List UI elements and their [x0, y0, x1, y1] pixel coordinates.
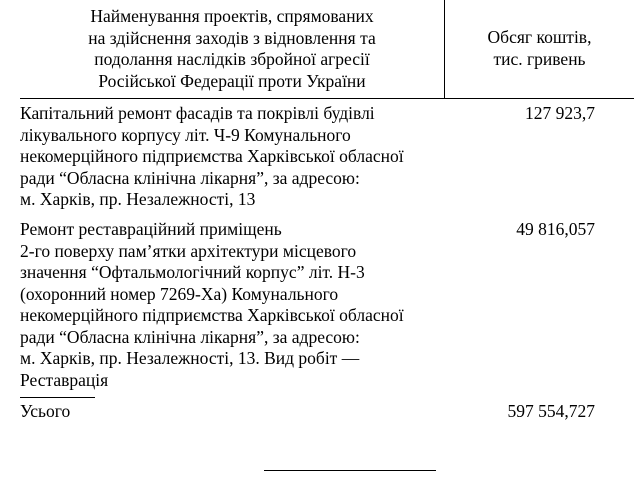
header-amount-line: Обсяг коштів, [487, 27, 592, 47]
project-name-line: ради “Обласна клінічна лікарня”, за адресою: [20, 167, 360, 188]
header-name-line: Російської Федерації проти України [98, 70, 366, 91]
header-amount-line: тис. гривень [493, 48, 586, 69]
project-amount-1: 127 923,7 [525, 103, 595, 123]
project-name-line: Реставрація [20, 369, 109, 390]
project-name-line: 2-го поверху пам’ятки архітектури місцевого [20, 240, 357, 261]
project-name-2 [20, 219, 444, 391]
total-amount: 597 554,727 [507, 401, 595, 421]
project-name-line: м. Харків, пр. Незалежності, 13. Вид робіт — [20, 348, 360, 368]
project-name-line: Капітальний ремонт фасадів та покрівлі будівлі [20, 103, 375, 123]
project-name-line: значення “Офтальмологічний корпус” літ. Н-3 [20, 262, 365, 282]
project-name-line: м. Харків, пр. Незалежності, 13 [20, 189, 256, 209]
header-name-column [20, 6, 444, 92]
header-name-line: на здійснення заходів з відновлення та [88, 27, 376, 48]
header-rule [20, 98, 634, 99]
project-name-line: (охоронний номер 7269-Ха) Комунального [20, 283, 339, 304]
total-label: Усього [20, 401, 71, 421]
header-amount-column [445, 27, 634, 70]
project-name-line: некомерційного підприємства Харківської обласної [20, 146, 404, 166]
total-rule [20, 397, 95, 398]
header-name-line: подолання наслідків збройної агресії [94, 49, 370, 69]
project-name-line: ради “Обласна клінічна лікарня”, за адресою: [20, 326, 360, 347]
end-rule [264, 470, 436, 471]
project-name-line: Ремонт реставраційний приміщень [20, 219, 282, 239]
project-name-line: лікувального корпусу літ. Ч-9 Комунального [20, 124, 351, 145]
project-amount-2: 49 816,057 [516, 219, 595, 239]
header-name-line: Найменування проектів, спрямованих [90, 6, 374, 26]
project-name-1 [20, 103, 444, 211]
project-name-line: некомерційного підприємства Харківської обласної [20, 305, 404, 325]
